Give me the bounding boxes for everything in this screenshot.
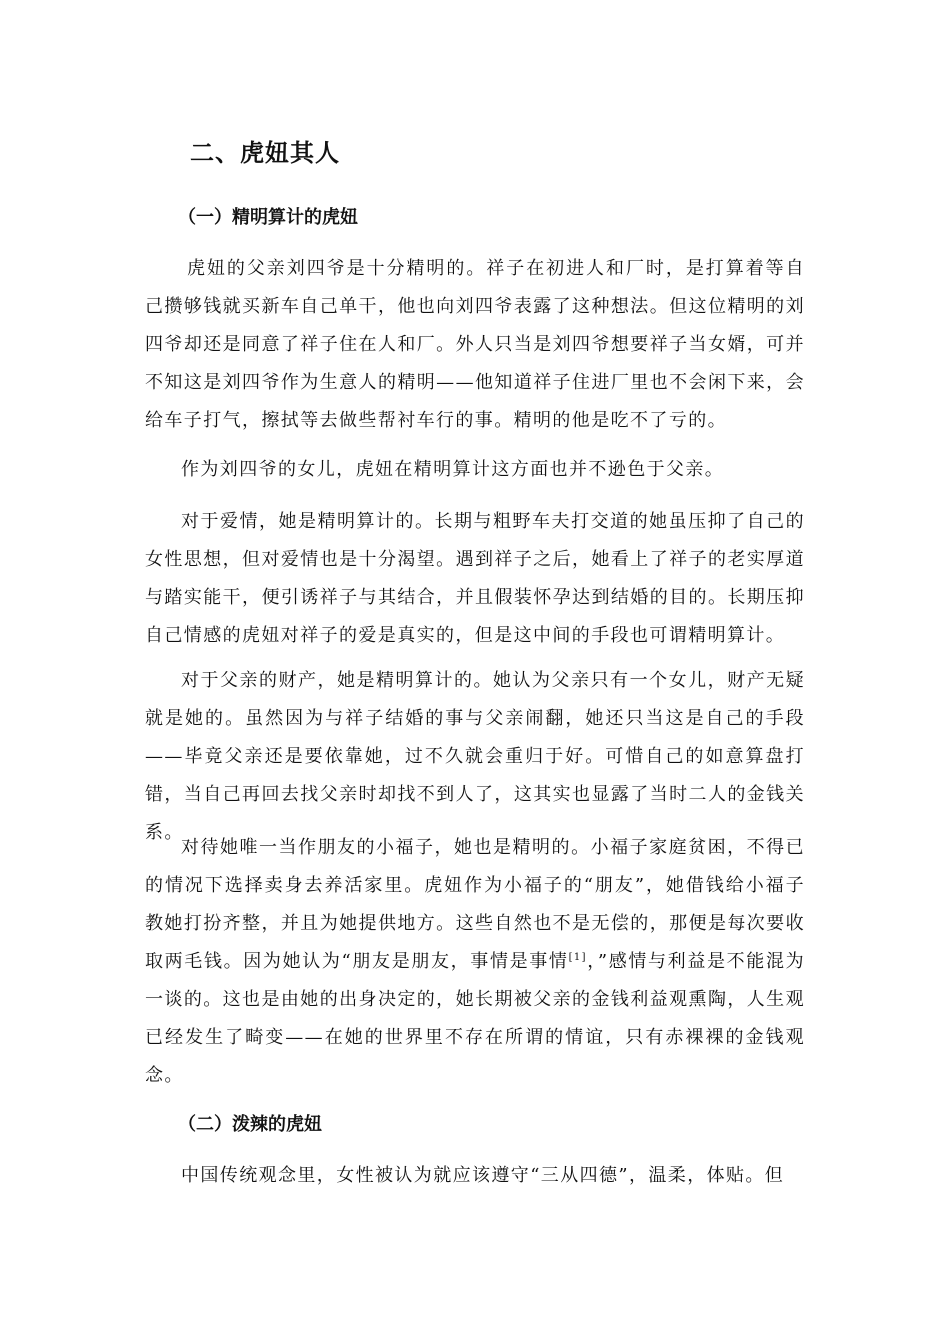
paragraph-5	[145, 829, 805, 1095]
subsection-heading-1: （一）精明算计的虎妞	[178, 207, 358, 228]
paragraph-1: 虎妞的父亲刘四爷是十分精明的。祥子在初进人和厂时，是打算着等自己攒够钱就买新车自己单干，他也向刘四爷表露了这种想法。但这位精明的刘四爷却还是同意了祥子住在人和厂。外人只当是刘四爷想要祥子当女婿，可并不知这是刘四爷作为生意人的精明——他知道祥子住进厂里也不会闲下来，会给车子打气，擦拭等去做些帮衬车行的事。精明的他是吃不了亏的。	[145, 258, 805, 431]
paragraph-6: 中国传统观念里，女性被认为就应该遵守“三从四德”，温柔，体贴。但	[181, 1165, 785, 1186]
paragraph-4: 对于父亲的财产，她是精明算计的。她认为父亲只有一个女儿，财产无疑就是她的。虽然因为与祥子结婚的事与父亲闹翻，她还只当这是自己的手段——毕竟父亲还是要依靠她，过不久就会重归于好。可惜自己的如意算盘打错，当自己再回去找父亲时却找不到人了，这其实也显露了当时二人的金钱关系。	[145, 670, 805, 843]
footnote-reference[interactable]: [1]	[568, 952, 587, 963]
paragraph-5-text-b: ，”感情与利益是不能混为一谈的。这也是由她的出身决定的，她长期被父亲的金钱利益观熏陶，人生观已经发生了畸变——在她的世界里不存在所谓的情谊，只有赤裸裸的金钱观念。	[145, 951, 805, 1086]
paragraph-5-text-a: 对待她唯一当作朋友的小福子，她也是精明的。小福子家庭贫困，不得已的情况下选择卖身去养活家里。虎妞作为小福子的“朋友”，她借钱给小福子教她打扮齐整，并且为她提供地方。这些自然也不是无偿的，那便是每次要收取两毛钱。因为她认为“朋友是朋友，事情是事情	[145, 837, 805, 972]
section-title: 二、虎妞其人	[190, 139, 340, 167]
paragraph-2: 作为刘四爷的女儿，虎妞在精明算计这方面也并不逊色于父亲。	[181, 459, 725, 480]
paragraph-3: 对于爱情，她是精明算计的。长期与粗野车夫打交道的她虽压抑了自己的女性思想，但对爱情也是十分渴望。遇到祥子之后，她看上了祥子的老实厚道与踏实能干，便引诱祥子与其结合，并且假装怀孕达到结婚的目的。长期压抑自己情感的虎妞对祥子的爱是真实的，但是这中间的手段也可谓精明算计。	[145, 511, 805, 646]
subsection-heading-2: （二）泼辣的虎妞	[178, 1114, 322, 1135]
